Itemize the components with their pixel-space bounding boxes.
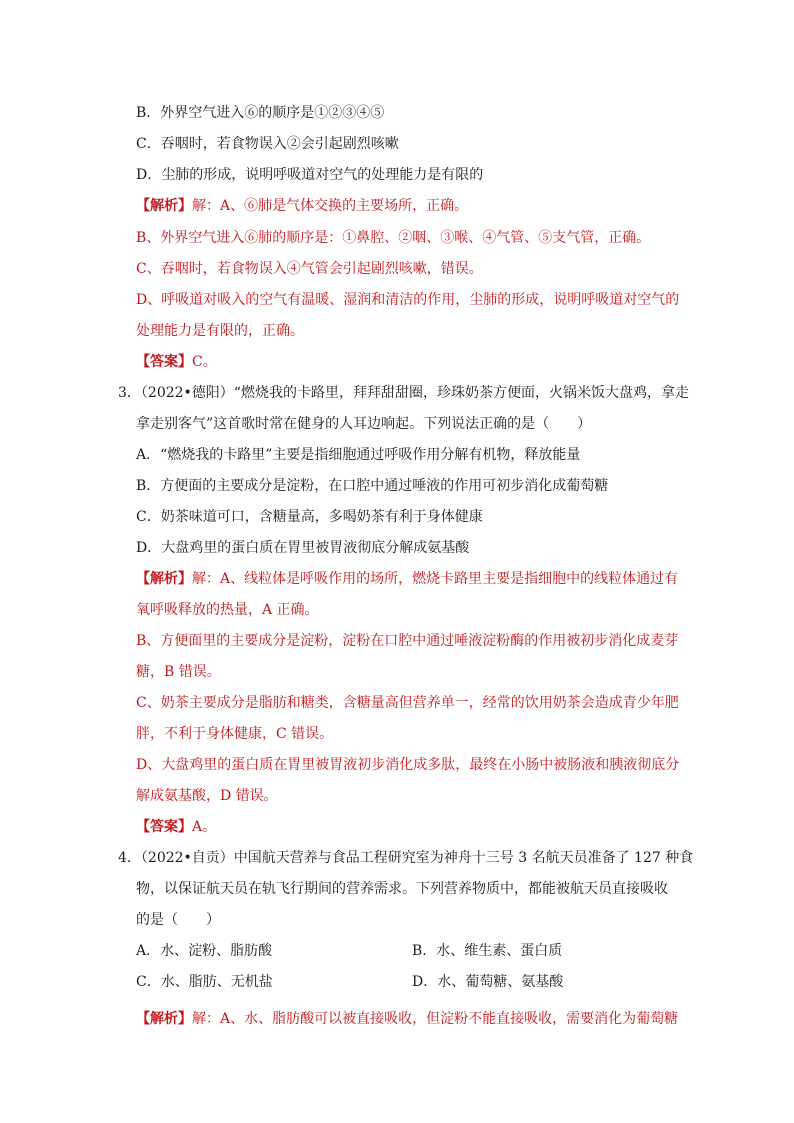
answer-tag: 【答案】 [136,354,192,370]
q3-answer [136,817,216,837]
q2-option-b: B．外界空气进入⑥的顺序是①②③④⑤ [136,105,385,121]
analysis-tag: 【解析】 [136,571,192,587]
q4-option-b: B．水、维生素、蛋白质 [412,943,563,959]
q3-stem-line1: 3．（2022•德阳）“燃烧我的卡路里，拜拜甜甜圈，珍珠奶茶方便面，火锅米饭大盘鸡，拿走 [118,385,689,401]
q2-analysis-b: B、外界空气进入⑥肺的顺序是：①鼻腔、②咽、③喉、④气管、⑤支气管，正确。 [136,230,651,246]
q4-analysis-line1 [136,1009,678,1029]
q3-analysis-d-line2: 解成氨基酸，D 错误。 [136,788,278,804]
q3-analysis-c-line1: C、奶茶主要成分是脂肪和糖类，含糖量高但营养单一，经常的饮用奶茶会造成青少年肥 [136,695,679,711]
q4-option-c: C．水、脂肪、无机盐 [136,974,273,990]
q4-stem-line2: 物，以保证航天员在轨飞行期间的营养需求。下列营养物质中，都能被航天员直接吸收 [136,881,668,897]
q3-analysis-b-line1: B、方便面里的主要成分是淀粉，淀粉在口腔中通过唾液淀粉酶的作用被初步消化成麦芽 [136,633,679,649]
q2-analysis-d-line2: 处理能力是有限的，正确。 [136,323,304,339]
q3-option-d: D．大盘鸡里的蛋白质在胃里被胃液彻底分解成氨基酸 [136,540,470,556]
analysis-text: 解：A、⑥肺是气体交换的主要场所，正确。 [192,198,469,214]
q3-analysis-a-line2: 氧呼吸释放的热量，A 正确。 [136,602,319,618]
q3-option-c: C．奶茶味道可口，含糖量高，多喝奶茶有利于身体健康 [136,509,483,525]
analysis-tag: 【解析】 [136,1011,192,1027]
analysis-tag: 【解析】 [136,198,192,214]
q3-analysis-b-line2: 糖，B 错误。 [136,664,221,680]
q3-analysis-c-line2: 胖，不利于身体健康，C 错误。 [136,726,334,742]
q3-option-a: A．“燃烧我的卡路里”主要是指细胞通过呼吸作用分解有机物，释放能量 [136,447,581,463]
answer-tag: 【答案】 [136,819,192,835]
q2-option-c: C．吞咽时，若食物误入②会引起剧烈咳嗽 [136,136,399,152]
q2-analysis-a [136,196,468,216]
answer-text: A。 [192,819,217,835]
q4-option-a: A．水、淀粉、脂肪酸 [136,943,273,959]
q3-stem-line2: 拿走别客气”这首歌时常在健身的人耳边响起。下列说法正确的是（ ） [136,416,592,432]
q3-analysis-d-line1: D、大盘鸡里的蛋白质在胃里被胃液初步消化成多肽，最终在小肠中被肠液和胰液彻底分 [136,757,680,773]
q2-option-d: D．尘肺的形成，说明呼吸道对空气的处理能力是有限的 [136,167,484,183]
q4-options-row2 [136,972,696,992]
q2-answer [136,352,217,372]
q3-option-b: B．方便面的主要成分是淀粉，在口腔中通过唾液的作用可初步消化成葡萄糖 [136,478,609,494]
q2-analysis-d-line1: D、呼吸道对吸入的空气有温暖、湿润和清洁的作用，尘肺的形成，说明呼吸道对空气的 [136,292,680,308]
analysis-text: 解：A、线粒体是呼吸作用的场所，燃烧卡路里主要是指细胞中的线粒体通过有 [192,571,679,587]
q4-options-row1 [136,941,696,961]
q4-stem-line3: 的是（ ） [136,912,220,928]
q2-analysis-c: C、吞咽时，若食物误入④气管会引起剧烈咳嗽，错误。 [136,261,483,277]
q4-option-d: D．水、葡萄糖、氨基酸 [412,974,564,990]
q3-analysis-a-line1 [136,569,678,589]
analysis-text: 解：A、水、脂肪酸可以被直接吸收，但淀粉不能直接吸收，需要消化为葡萄糖 [192,1011,679,1027]
answer-text: C。 [192,354,217,370]
q4-stem-line1: 4．（2022•自贡）中国航天营养与食品工程研究室为神舟十三号 3 名航天员准备了 127 种食 [118,850,694,866]
